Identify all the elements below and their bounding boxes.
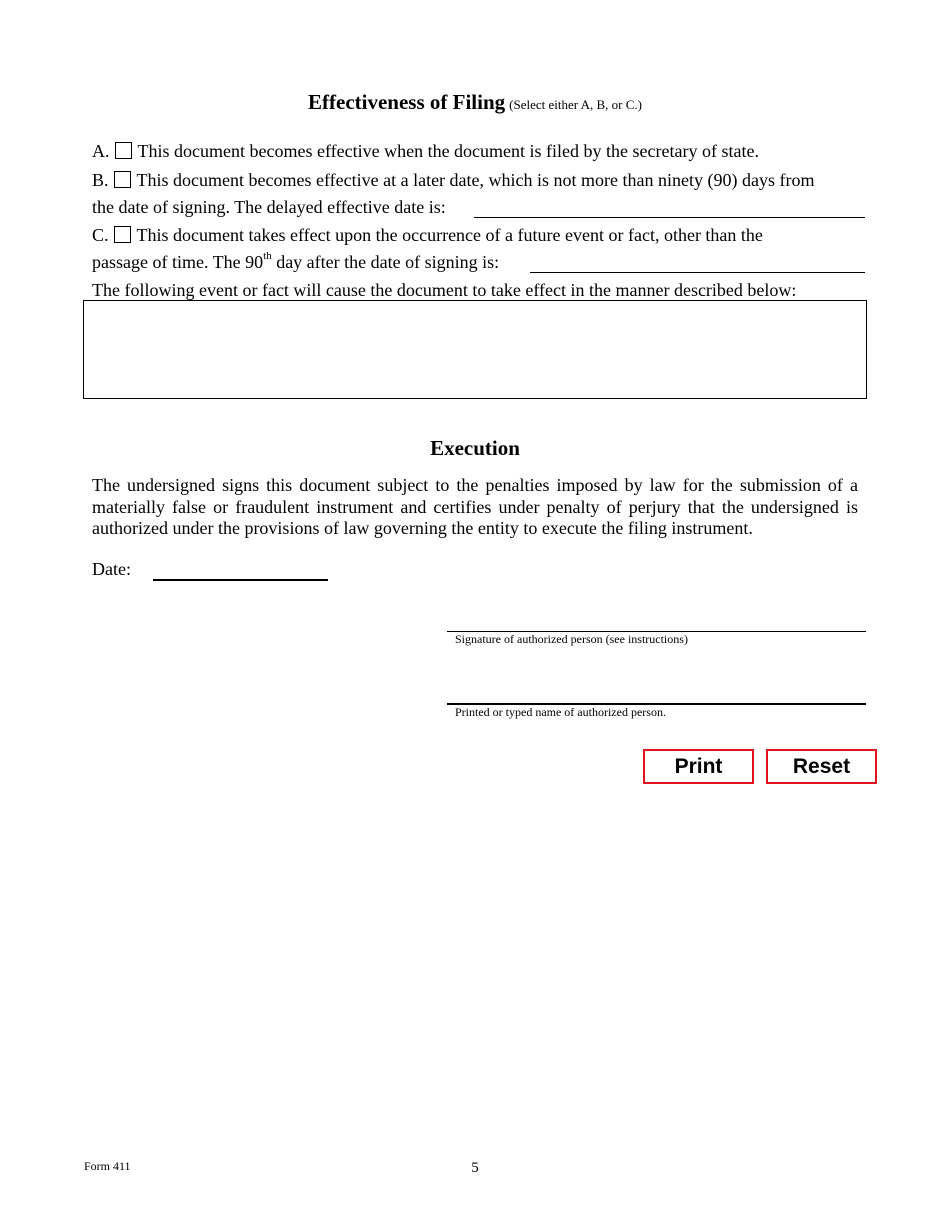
- option-b-continuation: the date of signing. The delayed effective date is:: [92, 197, 446, 217]
- delayed-effective-date-field[interactable]: [474, 217, 865, 218]
- option-a-checkbox[interactable]: [115, 142, 132, 159]
- event-description-textarea[interactable]: [83, 300, 867, 399]
- printed-name-caption: Printed or typed name of authorized person.: [455, 705, 666, 719]
- option-c-row: [92, 224, 763, 246]
- ninetieth-day-date-field[interactable]: [530, 272, 865, 273]
- option-a-letter: A.: [92, 141, 110, 161]
- signature-caption: Signature of authorized person (see instructions): [455, 632, 688, 646]
- option-c-text: This document takes effect upon the occurrence of a future event or fact, other than the: [136, 225, 763, 245]
- execution-paragraph: The undersigned signs this document subject to the penalties imposed by law for the submission of a materially false or fraudulent instrument and certifies under penalty of perjury that the undersigned is authorized under the provisions of law governing the entity to execute the filing instrument.: [92, 475, 858, 538]
- date-field[interactable]: [153, 579, 328, 581]
- option-c-letter: C.: [92, 225, 109, 245]
- ordinal-suffix: th: [263, 250, 272, 262]
- option-a-row: [92, 140, 759, 162]
- form-number: Form 411: [84, 1159, 131, 1173]
- option-b-text: This document becomes effective at a later date, which is not more than ninety (90) days from: [136, 170, 815, 190]
- option-b-checkbox[interactable]: [114, 171, 131, 188]
- option-b-row: [92, 169, 814, 191]
- option-a-text: This document becomes effective when the document is filed by the secretary of state.: [137, 141, 759, 161]
- option-c-checkbox[interactable]: [114, 226, 131, 243]
- event-prompt: The following event or fact will cause the document to take effect in the manner described below:: [92, 280, 797, 300]
- effectiveness-select-note: (Select either A, B, or C.): [509, 97, 642, 112]
- reset-button[interactable]: Reset: [766, 749, 877, 784]
- option-b-letter: B.: [92, 170, 109, 190]
- date-label: Date:: [92, 559, 131, 579]
- effectiveness-heading: [0, 90, 950, 115]
- page-number: 5: [471, 1160, 479, 1176]
- execution-title: Execution: [430, 436, 520, 460]
- print-button[interactable]: Print: [643, 749, 754, 784]
- option-c-continuation: passage of time. The 90th day after the date of signing is:: [92, 250, 500, 272]
- effectiveness-title: Effectiveness of Filing: [308, 90, 506, 114]
